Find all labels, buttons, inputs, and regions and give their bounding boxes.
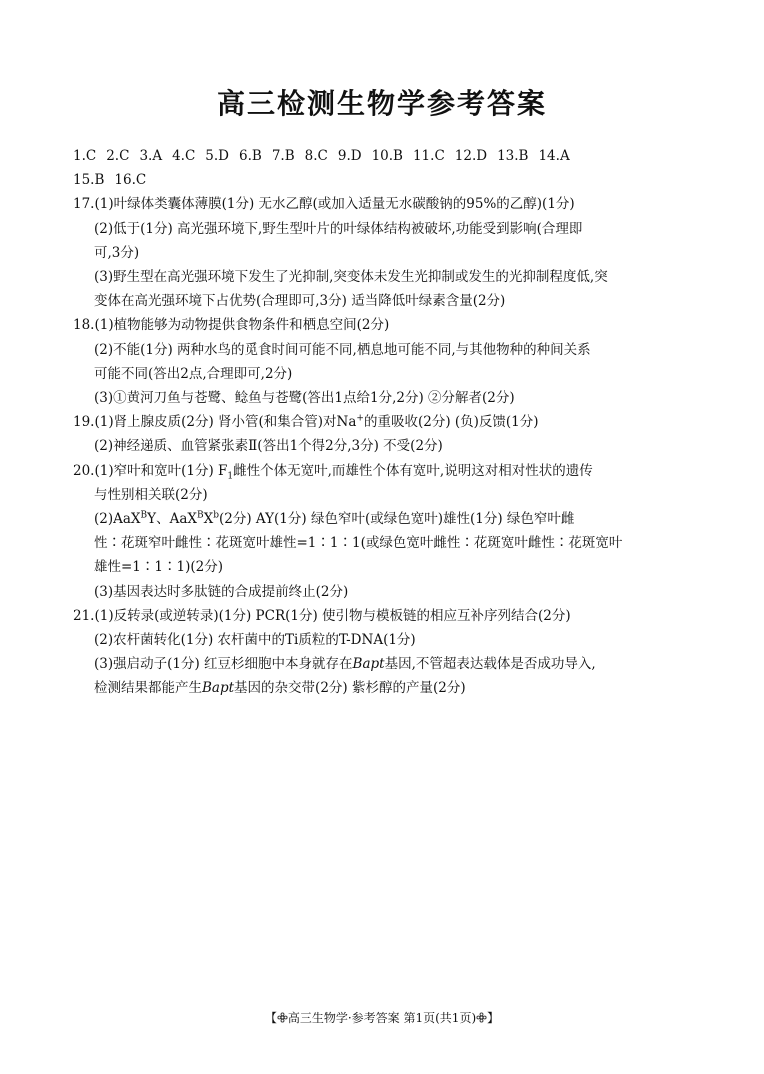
q21-number: 21.	[73, 607, 95, 624]
q21-line-3	[73, 652, 698, 676]
q17-line-2: (2)低于(1分) 高光强环境下,野生型叶片的叶绿体结构被破坏,功能受到影响(合理即	[94, 220, 583, 237]
q21-line-4	[73, 676, 698, 700]
q21-gene-name-2: Bapt	[202, 680, 235, 697]
page-footer	[0, 1009, 764, 1026]
q19-line-1	[73, 410, 698, 434]
q19-part1a: (1)肾上腺皮质(2分) 肾小管(和集合管)对Na	[94, 414, 357, 431]
q20-line-5: 雄性=1∶1∶1)(2分)	[94, 559, 223, 576]
q20-genotype-mid1: Y、AaX	[147, 511, 197, 528]
q18-line-4: (3)①黄河刀鱼与苍鹭、鲶鱼与苍鹭(答出1点给1分,2分) ②分解者(2分)	[94, 390, 515, 407]
q20-number: 20.	[73, 462, 95, 479]
q20-genotype-pre: (2)AaX	[94, 511, 141, 528]
q19-line-2: (2)神经递质、血管紧张素Ⅱ(答出1个得2分,3分) 不受(2分)	[94, 438, 443, 455]
q20-genotype-mid2: X	[203, 511, 214, 528]
mc-answer: 11.C	[412, 148, 445, 164]
q20-sup-3: b	[213, 510, 220, 521]
q20-part1b: 雌性个体无宽叶,而雄性个体有宽叶,说明这对相对性状的遗传	[233, 462, 593, 479]
q17-line-1	[73, 192, 698, 216]
mc-answer: 13.B	[497, 148, 529, 164]
mc-answer: 12.D	[454, 148, 488, 164]
footer-bracket-open: 【	[264, 1011, 277, 1025]
q20-genotype-post: (2分) AY(1分) 绿色窄叶(或绿色宽叶)雄性(1分) 绿色窄叶雌	[219, 511, 575, 528]
q21-gene-name: Bapt	[352, 656, 385, 673]
mc-answer: 5.D	[205, 148, 230, 164]
flower-icon	[476, 1012, 487, 1023]
q20-line-2: 与性别相关联(2分)	[94, 486, 208, 503]
mc-answer: 14.A	[538, 148, 570, 164]
q20-line-6: (3)基因表达时多肽链的合成提前终止(2分)	[94, 583, 349, 600]
mc-answer: 15.B	[73, 172, 105, 189]
q21-part3a: (3)强启动子(1分) 红豆杉细胞中本身就存在	[94, 656, 353, 673]
q20-line-3	[73, 507, 698, 531]
q18-number: 18.	[73, 317, 95, 334]
mc-answer: 4.C	[172, 148, 196, 164]
q17-number: 17.	[73, 196, 95, 213]
footer-bracket-close: 】	[487, 1011, 500, 1025]
mc-answer: 16.C	[114, 172, 147, 189]
mc-answer: 1.C	[73, 148, 97, 164]
q21-line-2: (2)农杆菌转化(1分) 农杆菌中的Ti质粒的T-DNA(1分)	[94, 632, 416, 649]
mc-answer: 7.B	[271, 148, 295, 164]
q21-part3b: 基因,不管超表达载体是否成功导入,	[384, 656, 596, 673]
mc-answers-line-2	[73, 168, 698, 192]
q21-part1: (1)反转录(或逆转录)(1分) PCR(1分) 使引物与模板链的相应互补序列结合(2分)	[94, 607, 571, 624]
q20-line-1	[73, 459, 698, 483]
mc-answer: 6.B	[239, 148, 262, 164]
q20-part1a: (1)窄叶和宽叶(1分) F	[94, 462, 228, 479]
flower-icon	[277, 1012, 288, 1023]
q19-number: 19.	[73, 414, 95, 431]
mc-answer: 8.C	[304, 148, 328, 164]
mc-answers-line-1	[73, 144, 698, 168]
q20-sup-1: B	[140, 510, 148, 521]
q20-f1-subscript: 1	[227, 471, 234, 482]
q18-line-3: 可能不同(答出2点,合理即可,2分)	[94, 365, 293, 382]
q19-na-superscript: +	[356, 413, 364, 424]
q18-line-2: (2)不能(1分) 两种水鸟的觅食时间可能不同,栖息地可能不同,与其他物种的种间关系	[94, 341, 591, 358]
q20-sup-2: B	[197, 510, 204, 521]
q21-part4a: 检测结果都能产生	[94, 680, 202, 697]
q17-line-3: 可,3分)	[94, 244, 140, 261]
q21-line-1	[73, 604, 698, 628]
q17-line-4: (3)野生型在高光强环境下发生了光抑制,突变体未发生光抑制或发生的光抑制程度低,突	[94, 269, 608, 286]
q18-line-1	[73, 313, 698, 337]
page-title: 高三检测生物学参考答案	[216, 87, 547, 120]
q17-line-5: 变体在高光强环境下占优势(合理即可,3分) 适当降低叶绿素含量(2分)	[94, 293, 506, 310]
mc-answer: 2.C	[106, 148, 130, 164]
q19-part1b: 的重吸收(2分) (负)反馈(1分)	[363, 414, 539, 431]
answer-content	[73, 144, 698, 701]
footer-text: 高三生物学·参考答案 第1页(共1页)	[287, 1011, 477, 1025]
mc-answer: 10.B	[371, 148, 403, 164]
q17-part1: (1)叶绿体类囊体薄膜(1分) 无水乙醇(或加入适量无水碳酸钠的95%的乙醇)(1分)	[94, 196, 575, 213]
q20-line-4: 性∶花斑窄叶雌性∶花斑宽叶雄性=1∶1∶1(或绿色宽叶雌性∶花斑宽叶雌性∶花斑宽叶	[94, 535, 623, 552]
mc-answer: 3.A	[139, 148, 163, 164]
q21-part4b: 基因的杂交带(2分) 紫杉醇的产量(2分)	[234, 680, 466, 697]
mc-answer: 9.D	[337, 148, 362, 164]
q18-part1: (1)植物能够为动物提供食物条件和栖息空间(2分)	[94, 317, 390, 334]
